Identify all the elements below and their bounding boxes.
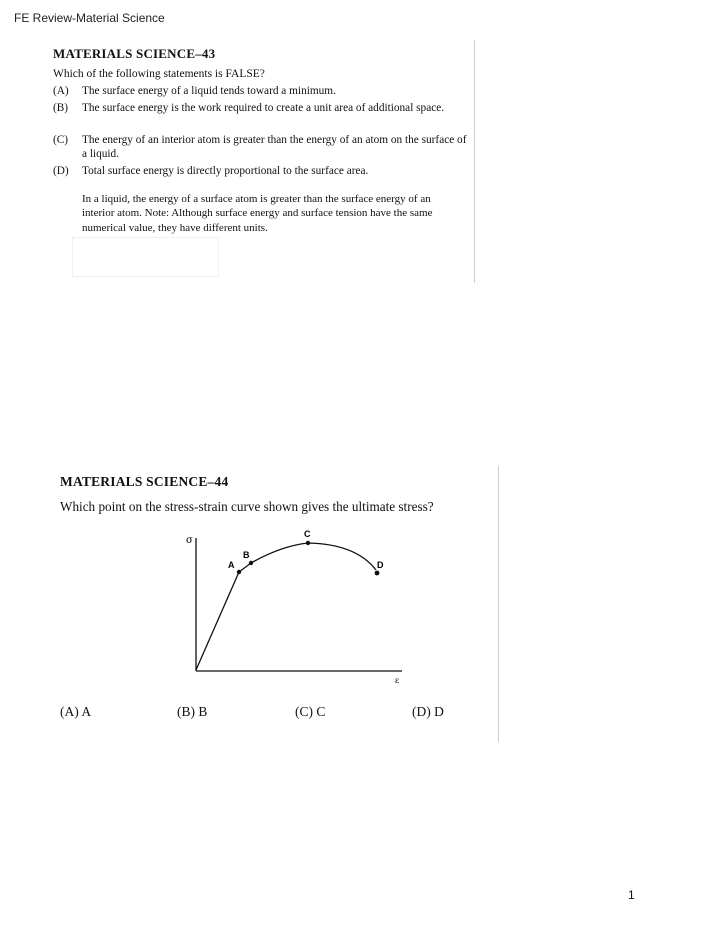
problem-43-explanation: In a liquid, the energy of a surface atom is greater than the surface energy of an interior atom. Note: Although surface energy and surface tension have the same numerical value, they have different units. <box>82 193 433 234</box>
choice-c: (C) C <box>295 704 326 719</box>
choice-b: (B) B <box>177 704 208 719</box>
problem-44 <box>46 466 499 742</box>
divider-line <box>474 40 475 283</box>
option-label: (A) <box>53 85 69 97</box>
plastic-region-curve <box>239 543 376 572</box>
problem-43-question: Which of the following statements is FALSE? <box>53 68 265 80</box>
problem-44-question: Which point on the stress-strain curve shown gives the ultimate stress? <box>60 499 434 514</box>
x-axis-label: ε <box>395 676 400 685</box>
option-label: (B) <box>53 102 69 114</box>
page-header: FE Review-Material Science <box>14 11 165 25</box>
point-d-marker <box>375 571 380 576</box>
option-label: (C) <box>53 134 69 146</box>
option-text: The energy of an interior atom is greater than the energy of an atom on the surface of a liquid. <box>82 134 467 160</box>
option-text: Total surface energy is directly proportional to the surface area. <box>82 165 369 177</box>
problem-43 <box>40 38 475 283</box>
option-text: The surface energy is the work required to create a unit area of additional space. <box>82 102 445 114</box>
answer-box <box>72 237 219 277</box>
point-c-marker <box>306 541 310 545</box>
problem-44-title: MATERIALS SCIENCE–44 <box>60 474 229 489</box>
point-c-label: C <box>304 529 311 539</box>
elastic-region-line <box>196 572 239 670</box>
choice-a: (A) A <box>60 704 92 719</box>
problem-43-title: MATERIALS SCIENCE–43 <box>53 46 216 61</box>
option-label: (D) <box>53 165 69 177</box>
choice-d: (D) D <box>412 704 444 719</box>
y-axis-label: σ <box>186 535 193 546</box>
point-d-label: D <box>377 560 384 570</box>
point-a-label: A <box>228 560 235 570</box>
stress-strain-curve <box>46 466 499 696</box>
page-number: 1 <box>628 888 635 902</box>
point-b-marker <box>249 561 253 565</box>
answer-choices <box>60 704 490 724</box>
point-a-marker <box>237 570 241 574</box>
point-b-label: B <box>243 550 250 560</box>
option-text: The surface energy of a liquid tends toward a minimum. <box>82 85 336 97</box>
